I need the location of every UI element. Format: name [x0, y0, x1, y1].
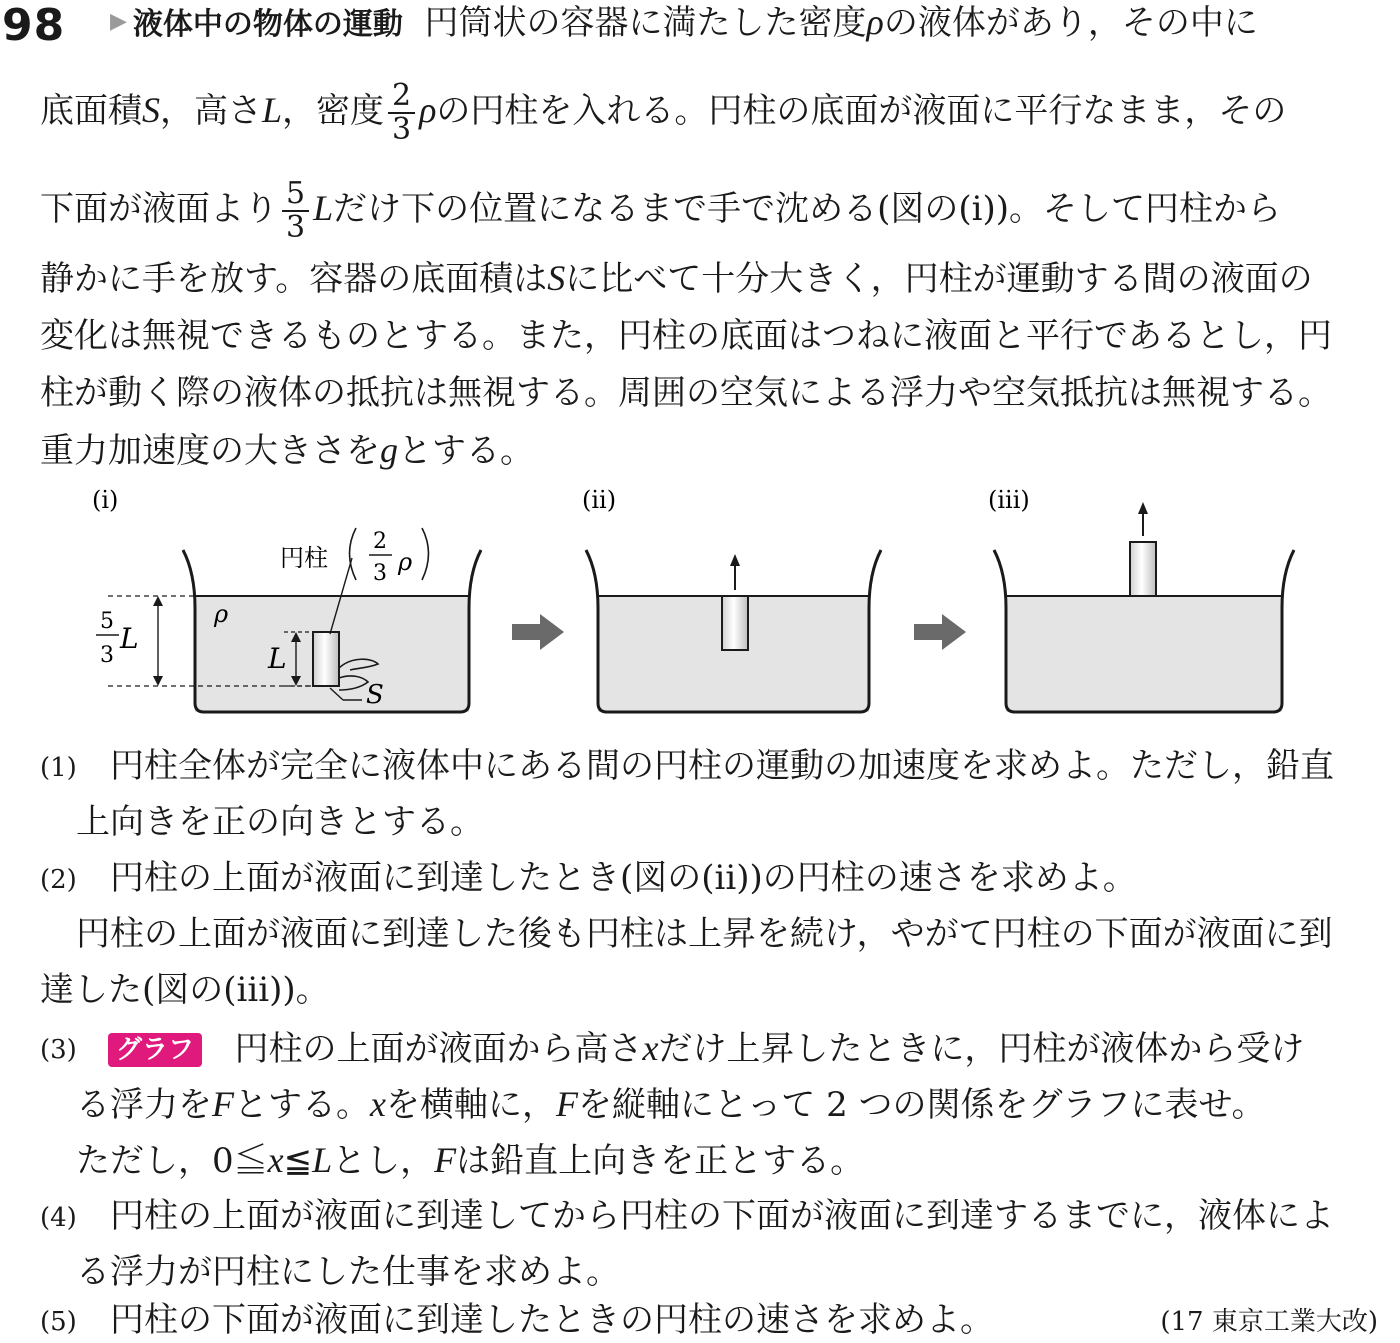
- cylinder-label: 円柱: [280, 544, 328, 572]
- q1-line-2: 上向きを正の向きとする。: [76, 802, 484, 842]
- problem-title: 液体中の物体の運動: [132, 7, 403, 42]
- graph-badge: グラフ: [108, 1033, 202, 1067]
- arrow-right-icon: [512, 614, 564, 650]
- q3-line-3: ただし，0≦x≦Lとし，Fは鉛直上向きを正とする。: [76, 1140, 865, 1181]
- q3-line-2: る浮力をFとする。xを横軸に，Fを縦軸にとって 2 つの関係をグラフに表せ。: [76, 1084, 1266, 1125]
- density-frac-num: 2: [373, 529, 387, 554]
- label-ii: (ii): [582, 486, 617, 514]
- problem-line-5: 変化は無視できるものとする。また，円柱の底面はつねに液面と平行であるとし，円: [40, 316, 1332, 356]
- q4-line-2: る浮力が円柱にした仕事を求めよ。: [76, 1252, 620, 1292]
- label-S: S: [366, 680, 384, 710]
- q3-number: (3): [40, 1035, 77, 1065]
- cylinder-ii: [722, 596, 748, 650]
- label-iii: (iii): [988, 486, 1030, 514]
- cylinder-iii: [1130, 542, 1156, 596]
- source-citation: (17 東京工業大改): [1160, 1307, 1378, 1337]
- density-frac-den: 3: [373, 561, 387, 586]
- problem-line-4: 静かに手を放す。容器の底面積はSに比べて十分大きく，円柱が運動する間の液面の: [40, 258, 1313, 299]
- density-rho: ρ: [398, 548, 413, 576]
- container-ii: [586, 550, 881, 712]
- q4-line-1: 円柱の上面が液面に到達してから円柱の下面が液面に到達するまでに，液体によ: [110, 1196, 1334, 1236]
- problem-line-1: ▶ 液体中の物体の運動 円筒状の容器に満たした密度ρの液体があり，その中に: [110, 2, 1258, 43]
- label-rho-liquid: ρ: [214, 600, 229, 628]
- fraction-five-thirds: $\frac{5}{3}$: [282, 178, 309, 244]
- label-i: (i): [92, 486, 119, 514]
- depth-frac-num: 5: [100, 609, 114, 634]
- q5-number: (5): [40, 1307, 77, 1337]
- triangle-icon: ▶: [110, 9, 127, 34]
- figure: [0, 478, 1400, 738]
- q1-number: (1): [40, 753, 77, 783]
- problem-line-6: 柱が動く際の液体の抵抗は無視する。周囲の空気による浮力や空気抵抗は無視する。: [40, 373, 1332, 413]
- problem-line-2: 底面積S，高さL，密度 $\frac{2}{3}$ ρの円柱を入れる。円柱の底面が液面に平行なまま，その: [40, 78, 1287, 147]
- mid-text-line-1: 円柱の上面が液面に到達した後も円柱は上昇を続け，やがて円柱の下面が液面に到: [76, 914, 1333, 954]
- q2-number: (2): [40, 865, 77, 895]
- q1-line-1: 円柱全体が完全に液体中にある間の円柱の運動の加速度を求めよ。ただし，鉛直: [110, 746, 1334, 786]
- container-iii: [994, 502, 1294, 712]
- cylinder-i: [313, 632, 339, 686]
- q2-line: 円柱の上面が液面に到達したとき(図の(ii))の円柱の速さを求めよ。: [110, 858, 1137, 898]
- q3-line-1: グラフ 円柱の上面が液面から高さxだけ上昇したときに，円柱が液体から受け: [108, 1028, 1304, 1069]
- label-L: L: [268, 642, 287, 675]
- fraction-two-thirds: $\frac{2}{3}$: [388, 80, 415, 146]
- arrow-right-icon: [914, 614, 966, 650]
- q4-number: (4): [40, 1203, 77, 1233]
- depth-frac-den: 3: [100, 643, 114, 668]
- problem-number: 98: [2, 0, 66, 51]
- arrow-up-icon: [1138, 502, 1148, 514]
- container-i: [96, 528, 481, 712]
- mid-text-line-2: 達した(図の(iii))。: [40, 970, 330, 1010]
- depth-L: L: [120, 622, 139, 655]
- problem-line-7: 重力加速度の大きさをgとする。: [40, 430, 534, 471]
- problem-line-3: 下面が液面より $\frac{5}{3}$ Lだけ下の位置になるまで手で沈める(図の(i))。そして円柱から: [40, 176, 1282, 245]
- arrow-up-icon: [730, 554, 740, 566]
- q5-line: 円柱の下面が液面に到達したときの円柱の速さを求めよ。: [110, 1300, 994, 1340]
